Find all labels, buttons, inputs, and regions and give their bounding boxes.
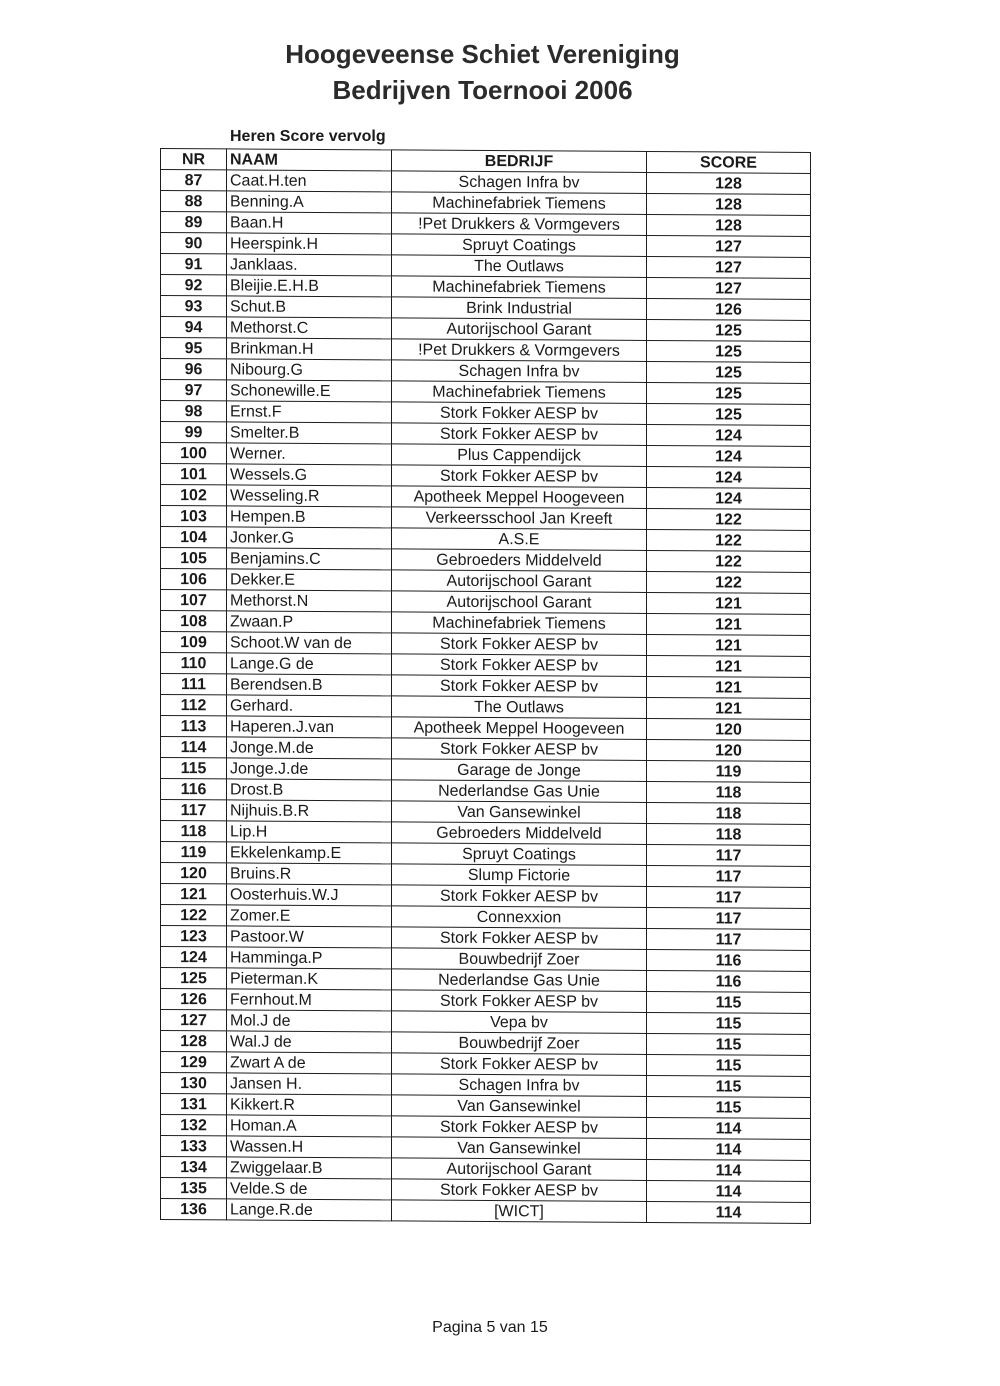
- page-number: Pagina 5 van 15: [432, 1319, 548, 1336]
- cell-nr: 118: [161, 821, 227, 842]
- cell-nr: 128: [161, 1031, 227, 1052]
- cell-score: 114: [647, 1159, 811, 1181]
- cell-score: 125: [647, 319, 811, 341]
- cell-score: 118: [647, 802, 811, 824]
- cell-bedrijf: Stork Fokker AESP bv: [392, 738, 647, 761]
- cell-naam: Wessels.G: [227, 464, 392, 486]
- cell-nr: 111: [161, 674, 227, 695]
- cell-score: 114: [647, 1201, 811, 1223]
- cell-naam: Dekker.E: [227, 569, 392, 591]
- column-header-score: SCORE: [647, 151, 811, 173]
- cell-score: 121: [647, 592, 811, 614]
- title-line-2: Bedrijven Toernooi 2006: [332, 75, 633, 105]
- cell-bedrijf: Van Gansewinkel: [392, 801, 647, 824]
- cell-score: 118: [647, 781, 811, 803]
- cell-nr: 88: [161, 191, 227, 212]
- cell-bedrijf: Autorijschool Garant: [392, 318, 647, 341]
- cell-naam: Zomer.E: [227, 905, 392, 927]
- cell-nr: 134: [161, 1157, 227, 1178]
- cell-bedrijf: Stork Fokker AESP bv: [392, 633, 647, 656]
- cell-nr: 127: [161, 1010, 227, 1031]
- cell-naam: Wal.J de: [227, 1031, 392, 1053]
- cell-score: 115: [647, 1054, 811, 1076]
- cell-score: 119: [647, 760, 811, 782]
- cell-score: 121: [647, 634, 811, 656]
- cell-bedrijf: Plus Cappendijck: [392, 444, 647, 467]
- cell-bedrijf: Apotheek Meppel Hoogeveen: [392, 486, 647, 509]
- cell-naam: Wesseling.R: [227, 485, 392, 507]
- cell-nr: 89: [161, 212, 227, 233]
- cell-score: 128: [647, 214, 811, 236]
- column-header-bedrijf: BEDRIJF: [392, 150, 647, 173]
- cell-nr: 96: [161, 359, 227, 380]
- cell-bedrijf: Schagen Infra bv: [392, 360, 647, 383]
- cell-score: 125: [647, 403, 811, 425]
- cell-bedrijf: Stork Fokker AESP bv: [392, 654, 647, 677]
- cell-naam: Bleijie.E.H.B: [227, 275, 392, 297]
- cell-bedrijf: Brink Industrial: [392, 297, 647, 320]
- cell-nr: 100: [161, 443, 227, 464]
- table-body: [161, 170, 811, 1224]
- cell-score: 115: [647, 991, 811, 1013]
- cell-score: 127: [647, 256, 811, 278]
- cell-score: 121: [647, 676, 811, 698]
- cell-bedrijf: Autorijschool Garant: [392, 1158, 647, 1181]
- score-table: [160, 148, 811, 1224]
- cell-score: 125: [647, 382, 811, 404]
- cell-naam: Lip.H: [227, 821, 392, 843]
- cell-bedrijf: Stork Fokker AESP bv: [392, 1116, 647, 1139]
- cell-bedrijf: Stork Fokker AESP bv: [392, 885, 647, 908]
- cell-nr: 102: [161, 485, 227, 506]
- cell-naam: Gerhard.: [227, 695, 392, 717]
- cell-nr: 99: [161, 422, 227, 443]
- cell-bedrijf: Apotheek Meppel Hoogeveen: [392, 717, 647, 740]
- cell-bedrijf: Stork Fokker AESP bv: [392, 1179, 647, 1202]
- cell-nr: 123: [161, 926, 227, 947]
- cell-naam: Ernst.F: [227, 401, 392, 423]
- cell-nr: 94: [161, 317, 227, 338]
- cell-naam: Wassen.H: [227, 1136, 392, 1158]
- cell-bedrijf: The Outlaws: [392, 255, 647, 278]
- cell-nr: 110: [161, 653, 227, 674]
- cell-score: 117: [647, 928, 811, 950]
- cell-naam: Hamminga.P: [227, 947, 392, 969]
- cell-bedrijf: [WICT]: [392, 1200, 647, 1223]
- cell-nr: 98: [161, 401, 227, 422]
- cell-bedrijf: Spruyt Coatings: [392, 234, 647, 257]
- cell-naam: Jansen H.: [227, 1073, 392, 1095]
- cell-bedrijf: Nederlandse Gas Unie: [392, 780, 647, 803]
- cell-bedrijf: Van Gansewinkel: [392, 1095, 647, 1118]
- cell-bedrijf: A.S.E: [392, 528, 647, 551]
- cell-score: 114: [647, 1138, 811, 1160]
- cell-nr: 121: [161, 884, 227, 905]
- cell-nr: 101: [161, 464, 227, 485]
- cell-score: 122: [647, 550, 811, 572]
- cell-nr: 92: [161, 275, 227, 296]
- cell-bedrijf: !Pet Drukkers & Vormgevers: [392, 213, 647, 236]
- cell-nr: 135: [161, 1178, 227, 1199]
- cell-score: 122: [647, 508, 811, 530]
- cell-bedrijf: Schagen Infra bv: [392, 171, 647, 194]
- cell-nr: 91: [161, 254, 227, 275]
- cell-bedrijf: Machinefabriek Tiemens: [392, 276, 647, 299]
- cell-nr: 116: [161, 779, 227, 800]
- cell-bedrijf: Schagen Infra bv: [392, 1074, 647, 1097]
- cell-nr: 119: [161, 842, 227, 863]
- cell-nr: 125: [161, 968, 227, 989]
- cell-bedrijf: Slump Fictorie: [392, 864, 647, 887]
- cell-naam: Methorst.N: [227, 590, 392, 612]
- cell-score: 120: [647, 739, 811, 761]
- cell-nr: 117: [161, 800, 227, 821]
- cell-nr: 120: [161, 863, 227, 884]
- cell-bedrijf: Van Gansewinkel: [392, 1137, 647, 1160]
- cell-naam: Velde.S de: [227, 1178, 392, 1200]
- document-title: [0, 36, 965, 108]
- cell-bedrijf: Autorijschool Garant: [392, 591, 647, 614]
- cell-bedrijf: Machinefabriek Tiemens: [392, 612, 647, 635]
- cell-naam: Schonewille.E: [227, 380, 392, 402]
- cell-nr: 107: [161, 590, 227, 611]
- cell-score: 114: [647, 1117, 811, 1139]
- cell-nr: 104: [161, 527, 227, 548]
- cell-naam: Haperen.J.van: [227, 716, 392, 738]
- cell-naam: Berendsen.B: [227, 674, 392, 696]
- cell-nr: 114: [161, 737, 227, 758]
- title-line-1: Hoogeveense Schiet Vereniging: [285, 39, 680, 69]
- cell-nr: 115: [161, 758, 227, 779]
- column-header-naam: NAAM: [227, 149, 392, 171]
- cell-naam: Zwiggelaar.B: [227, 1157, 392, 1179]
- cell-naam: Brinkman.H: [227, 338, 392, 360]
- cell-naam: Homan.A: [227, 1115, 392, 1137]
- cell-naam: Smelter.B: [227, 422, 392, 444]
- cell-score: 125: [647, 340, 811, 362]
- cell-score: 122: [647, 571, 811, 593]
- cell-bedrijf: Nederlandse Gas Unie: [392, 969, 647, 992]
- cell-nr: 109: [161, 632, 227, 653]
- cell-score: 127: [647, 277, 811, 299]
- cell-nr: 97: [161, 380, 227, 401]
- cell-naam: Kikkert.R: [227, 1094, 392, 1116]
- cell-naam: Schoot.W van de: [227, 632, 392, 654]
- cell-naam: Mol.J de: [227, 1010, 392, 1032]
- cell-naam: Zwaan.P: [227, 611, 392, 633]
- cell-score: 117: [647, 865, 811, 887]
- cell-bedrijf: Gebroeders Middelveld: [392, 822, 647, 845]
- cell-bedrijf: Stork Fokker AESP bv: [392, 990, 647, 1013]
- cell-naam: Jonge.J.de: [227, 758, 392, 780]
- cell-nr: 93: [161, 296, 227, 317]
- section-heading: Heren Score vervolg: [230, 128, 386, 145]
- cell-bedrijf: Stork Fokker AESP bv: [392, 402, 647, 425]
- cell-score: 127: [647, 235, 811, 257]
- cell-bedrijf: Verkeersschool Jan Kreeft: [392, 507, 647, 530]
- cell-score: 128: [647, 172, 811, 194]
- cell-bedrijf: Stork Fokker AESP bv: [392, 675, 647, 698]
- cell-naam: Pastoor.W: [227, 926, 392, 948]
- cell-naam: Schut.B: [227, 296, 392, 318]
- cell-naam: Drost.B: [227, 779, 392, 801]
- cell-naam: Jonge.M.de: [227, 737, 392, 759]
- cell-nr: 130: [161, 1073, 227, 1094]
- cell-nr: 133: [161, 1136, 227, 1157]
- cell-nr: 106: [161, 569, 227, 590]
- cell-bedrijf: Stork Fokker AESP bv: [392, 927, 647, 950]
- cell-score: 116: [647, 949, 811, 971]
- cell-nr: 95: [161, 338, 227, 359]
- cell-bedrijf: Stork Fokker AESP bv: [392, 423, 647, 446]
- cell-bedrijf: Spruyt Coatings: [392, 843, 647, 866]
- cell-score: 126: [647, 298, 811, 320]
- cell-score: 124: [647, 424, 811, 446]
- cell-nr: 136: [161, 1199, 227, 1220]
- cell-score: 115: [647, 1075, 811, 1097]
- cell-bedrijf: Connexxion: [392, 906, 647, 929]
- cell-naam: Hempen.B: [227, 506, 392, 528]
- cell-naam: Nibourg.G: [227, 359, 392, 381]
- cell-naam: Ekkelenkamp.E: [227, 842, 392, 864]
- cell-score: 115: [647, 1033, 811, 1055]
- cell-nr: 131: [161, 1094, 227, 1115]
- cell-score: 128: [647, 193, 811, 215]
- cell-score: 121: [647, 655, 811, 677]
- cell-bedrijf: Stork Fokker AESP bv: [392, 1053, 647, 1076]
- cell-nr: 105: [161, 548, 227, 569]
- cell-naam: Benning.A: [227, 191, 392, 213]
- cell-nr: 113: [161, 716, 227, 737]
- cell-nr: 90: [161, 233, 227, 254]
- cell-nr: 126: [161, 989, 227, 1010]
- column-header-nr: NR: [161, 149, 227, 170]
- cell-naam: Oosterhuis.W.J: [227, 884, 392, 906]
- cell-bedrijf: The Outlaws: [392, 696, 647, 719]
- cell-score: 124: [647, 487, 811, 509]
- cell-naam: Janklaas.: [227, 254, 392, 276]
- cell-bedrijf: Stork Fokker AESP bv: [392, 465, 647, 488]
- cell-score: 117: [647, 886, 811, 908]
- cell-score: 115: [647, 1096, 811, 1118]
- cell-score: 118: [647, 823, 811, 845]
- cell-bedrijf: Machinefabriek Tiemens: [392, 192, 647, 215]
- cell-score: 116: [647, 970, 811, 992]
- cell-nr: 129: [161, 1052, 227, 1073]
- cell-naam: Bruins.R: [227, 863, 392, 885]
- cell-score: 117: [647, 844, 811, 866]
- cell-naam: Nijhuis.B.R: [227, 800, 392, 822]
- cell-score: 124: [647, 445, 811, 467]
- cell-bedrijf: !Pet Drukkers & Vormgevers: [392, 339, 647, 362]
- cell-nr: 132: [161, 1115, 227, 1136]
- cell-bedrijf: Bouwbedrijf Zoer: [392, 1032, 647, 1055]
- cell-naam: Heerspink.H: [227, 233, 392, 255]
- cell-score: 124: [647, 466, 811, 488]
- cell-naam: Baan.H: [227, 212, 392, 234]
- cell-score: 121: [647, 613, 811, 635]
- cell-naam: Pieterman.K: [227, 968, 392, 990]
- cell-naam: Zwart A de: [227, 1052, 392, 1074]
- table-row: [161, 1199, 811, 1224]
- cell-naam: Werner.: [227, 443, 392, 465]
- cell-score: 121: [647, 697, 811, 719]
- cell-score: 122: [647, 529, 811, 551]
- cell-naam: Jonker.G: [227, 527, 392, 549]
- cell-score: 115: [647, 1012, 811, 1034]
- cell-score: 114: [647, 1180, 811, 1202]
- cell-naam: Lange.G de: [227, 653, 392, 675]
- cell-naam: Fernhout.M: [227, 989, 392, 1011]
- cell-score: 117: [647, 907, 811, 929]
- cell-nr: 87: [161, 170, 227, 191]
- cell-score: 120: [647, 718, 811, 740]
- cell-nr: 124: [161, 947, 227, 968]
- cell-nr: 108: [161, 611, 227, 632]
- cell-nr: 122: [161, 905, 227, 926]
- cell-bedrijf: Gebroeders Middelveld: [392, 549, 647, 572]
- cell-naam: Methorst.C: [227, 317, 392, 339]
- cell-bedrijf: Bouwbedrijf Zoer: [392, 948, 647, 971]
- cell-bedrijf: Vepa bv: [392, 1011, 647, 1034]
- cell-score: 125: [647, 361, 811, 383]
- cell-nr: 103: [161, 506, 227, 527]
- cell-bedrijf: Garage de Jonge: [392, 759, 647, 782]
- cell-nr: 112: [161, 695, 227, 716]
- cell-naam: Benjamins.C: [227, 548, 392, 570]
- cell-bedrijf: Autorijschool Garant: [392, 570, 647, 593]
- cell-naam: Lange.R.de: [227, 1199, 392, 1221]
- cell-bedrijf: Machinefabriek Tiemens: [392, 381, 647, 404]
- cell-naam: Caat.H.ten: [227, 170, 392, 192]
